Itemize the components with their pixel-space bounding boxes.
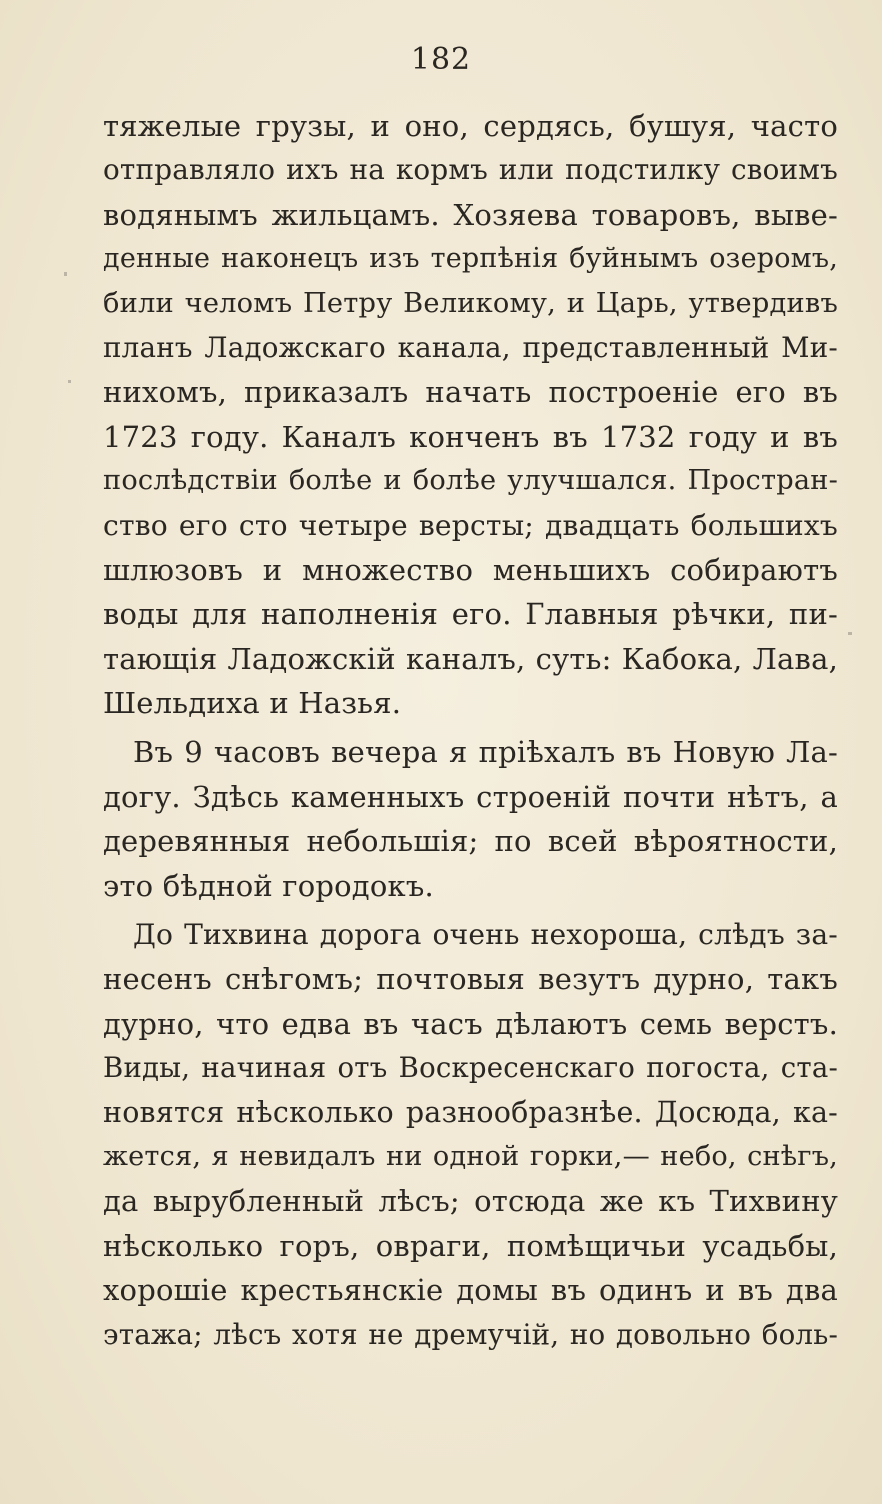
text-line: тяжелые грузы, и оно, сердясь, бушуя, часто [103, 109, 838, 143]
text-line: несенъ снѣгомъ; почтовыя везутъ дурно, такъ [103, 962, 838, 997]
text-line: жется, я невидалъ ни одной горки,— небо, снѣгъ, [103, 1140, 838, 1172]
text-line: Шельдиха и Назья. [103, 686, 402, 721]
text-line: водянымъ жильцамъ. Хозяева товаровъ, выве- [103, 197, 838, 232]
print-speck [64, 272, 67, 276]
text-line: планъ Ладожскаго канала, представленный Ми- [103, 330, 838, 364]
text-line: До Тихвина дорога очень нехороша, слѣдъ за- [133, 918, 838, 952]
text-line: это бѣдной городокъ. [103, 868, 434, 903]
text-line: послѣдствіи болѣе и болѣе улучшался. Простран- [103, 465, 838, 497]
page-number: 182 [410, 42, 472, 77]
body-text [103, 104, 838, 1357]
text-line: хорошіе крестьянскіе домы въ одинъ и въ два [103, 1273, 838, 1308]
text-line: 1723 году. Каналъ конченъ въ 1732 году и въ [103, 419, 838, 454]
paragraph [103, 913, 838, 1357]
text-line: тающія Ладожскій каналъ, суть: Кабока, Лава, [103, 641, 838, 676]
print-speck [68, 380, 71, 383]
paragraph [103, 104, 838, 725]
text-line: отправляло ихъ на кормъ или подстилку своимъ [103, 153, 838, 187]
text-line: дурно, что едва въ часъ дѣлаютъ семь верстъ. [103, 1006, 838, 1041]
text-line: шлюзовъ и множество меньшихъ собираютъ [103, 552, 838, 587]
text-line: нихомъ, приказалъ начать построеніе его въ [103, 375, 838, 410]
text-line: воды для наполненія его. Главныя рѣчки, пи- [103, 597, 838, 632]
text-line: этажа; лѣсъ хотя не дремучій, но довольно боль- [103, 1317, 838, 1351]
text-line: били челомъ Петру Великому, и Царь, утвердивъ [103, 287, 838, 319]
text-line: да вырубленный лѣсъ; отсюда же къ Тихвину [103, 1184, 838, 1219]
text-line: догу. Здѣсь каменныхъ строеній почти нѣтъ, а [103, 779, 838, 814]
text-line: деревянныя небольшія; по всей вѣроятности, [103, 824, 838, 859]
paragraph [103, 730, 838, 908]
text-line: денные наконецъ изъ терпѣнія буйнымъ озеромъ, [103, 243, 838, 275]
text-line: Въ 9 часовъ вечера я пріѣхалъ въ Новую Ла- [133, 735, 838, 770]
text-line: нѣсколько горъ, овраги, помѣщичьи усадьбы, [103, 1228, 838, 1263]
text-line: Виды, начиная отъ Воскресенскаго погоста, ста- [103, 1052, 838, 1085]
print-speck [848, 632, 852, 635]
text-line: ство его сто четыре версты; двадцать большихъ [103, 508, 838, 542]
text-line: новятся нѣсколько разнообразнѣе. Досюда, ка- [103, 1095, 838, 1129]
